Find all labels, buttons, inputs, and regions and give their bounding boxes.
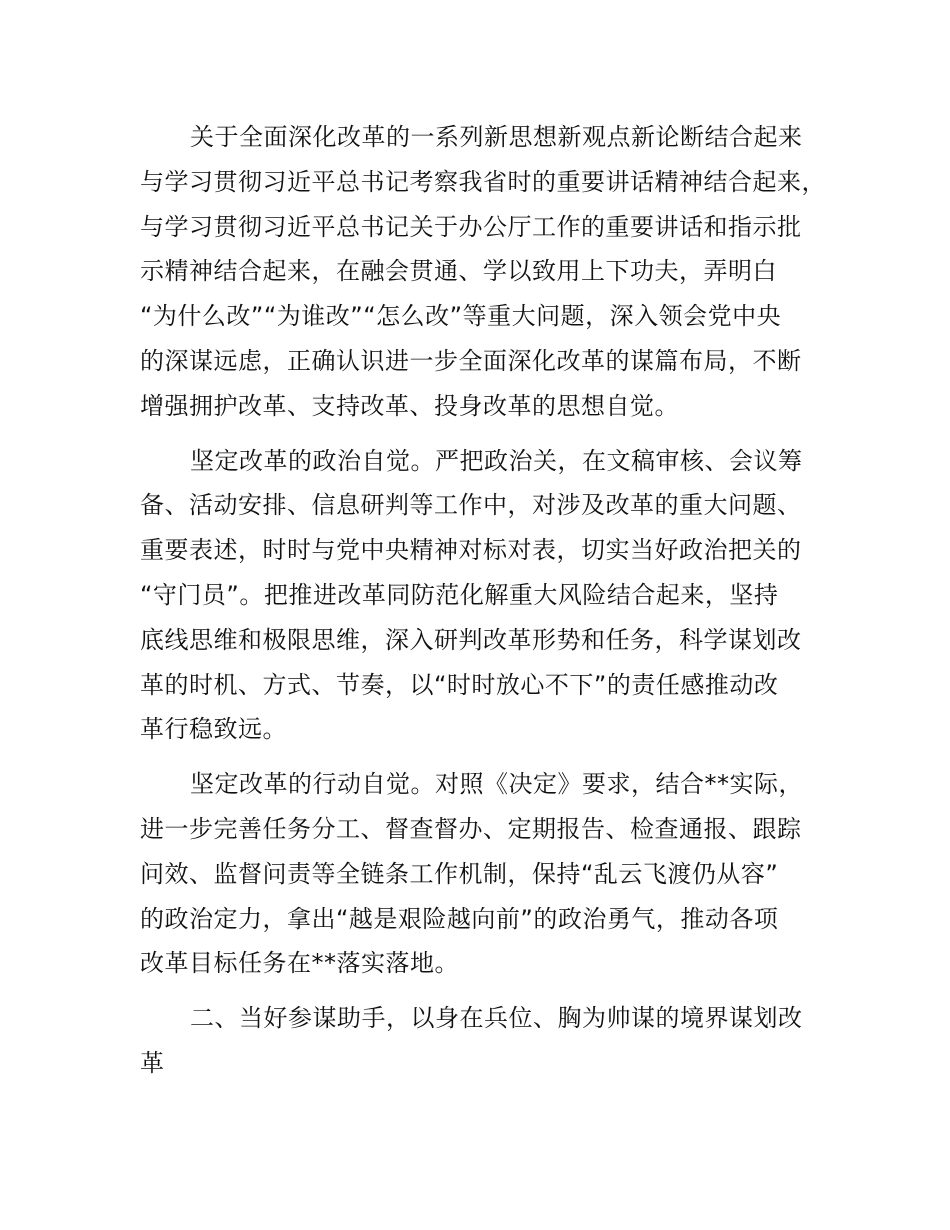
paragraph-2	[140, 439, 835, 753]
text-line: 的深谋远虑，正确认识进一步全面深化改革的谋篇布局，不断	[140, 346, 802, 375]
text-line: 进一步完善任务分工、督查督办、定期报告、检查通报、跟踪	[140, 814, 802, 843]
paragraph-3	[140, 762, 835, 986]
text-line: 与学习贯彻习近平总书记考察我省时的重要讲话精神结合起来，	[140, 167, 826, 196]
text-line: 增强拥护改革、支持改革、投身改革的思想自觉。	[140, 391, 679, 420]
text-line: 关于全面深化改革的一系列新思想新观点新论断结合起来	[190, 123, 803, 151]
document-body	[140, 115, 835, 1096]
text-line: 革的时机、方式、节奏，以“时时放心不下”的责任感推动改	[140, 670, 779, 699]
text-line: 革行稳致远。	[140, 715, 287, 744]
text-line: 问效、监督问责等全链条工作机制，保持“乱云飞渡仍从容”	[140, 859, 779, 888]
text-line: 坚定改革的行动自觉。对照《决定》要求，结合**实际，	[190, 770, 803, 799]
text-line: 坚定改革的政治自觉。严把政治关，在文稿审核、会议筹	[190, 446, 803, 475]
text-line: 示精神结合起来，在融会贯通、学以致用上下功夫，弄明白	[140, 257, 777, 286]
text-line: 革	[140, 1048, 165, 1077]
text-line: 底线思维和极限思维，深入研判改革形势和任务，科学谋划改	[140, 625, 802, 654]
text-line: “守门员”。把推进改革同防范化解重大风险结合起来，坚持	[140, 580, 779, 609]
text-line: “为什么改”“为谁改”“怎么改”等重大问题，深入领会党中央	[140, 302, 782, 331]
text-line: 改革目标任务在**落实落地。	[140, 949, 459, 978]
text-line: 与学习贯彻习近平总书记关于办公厅工作的重要讲话和指示批	[140, 212, 802, 241]
section-heading	[140, 996, 835, 1086]
text-line: 备、活动安排、信息研判等工作中，对涉及改革的重大问题、	[140, 491, 802, 520]
paragraph-1	[140, 115, 835, 429]
text-line: 二、当好参谋助手，以身在兵位、胸为帅谋的境界谋划改	[190, 1004, 803, 1033]
text-line: 的政治定力，拿出“越是艰险越向前”的政治勇气，推动各项	[140, 904, 779, 933]
text-line: 重要表述，时时与党中央精神对标对表，切实当好政治把关的	[140, 536, 802, 565]
